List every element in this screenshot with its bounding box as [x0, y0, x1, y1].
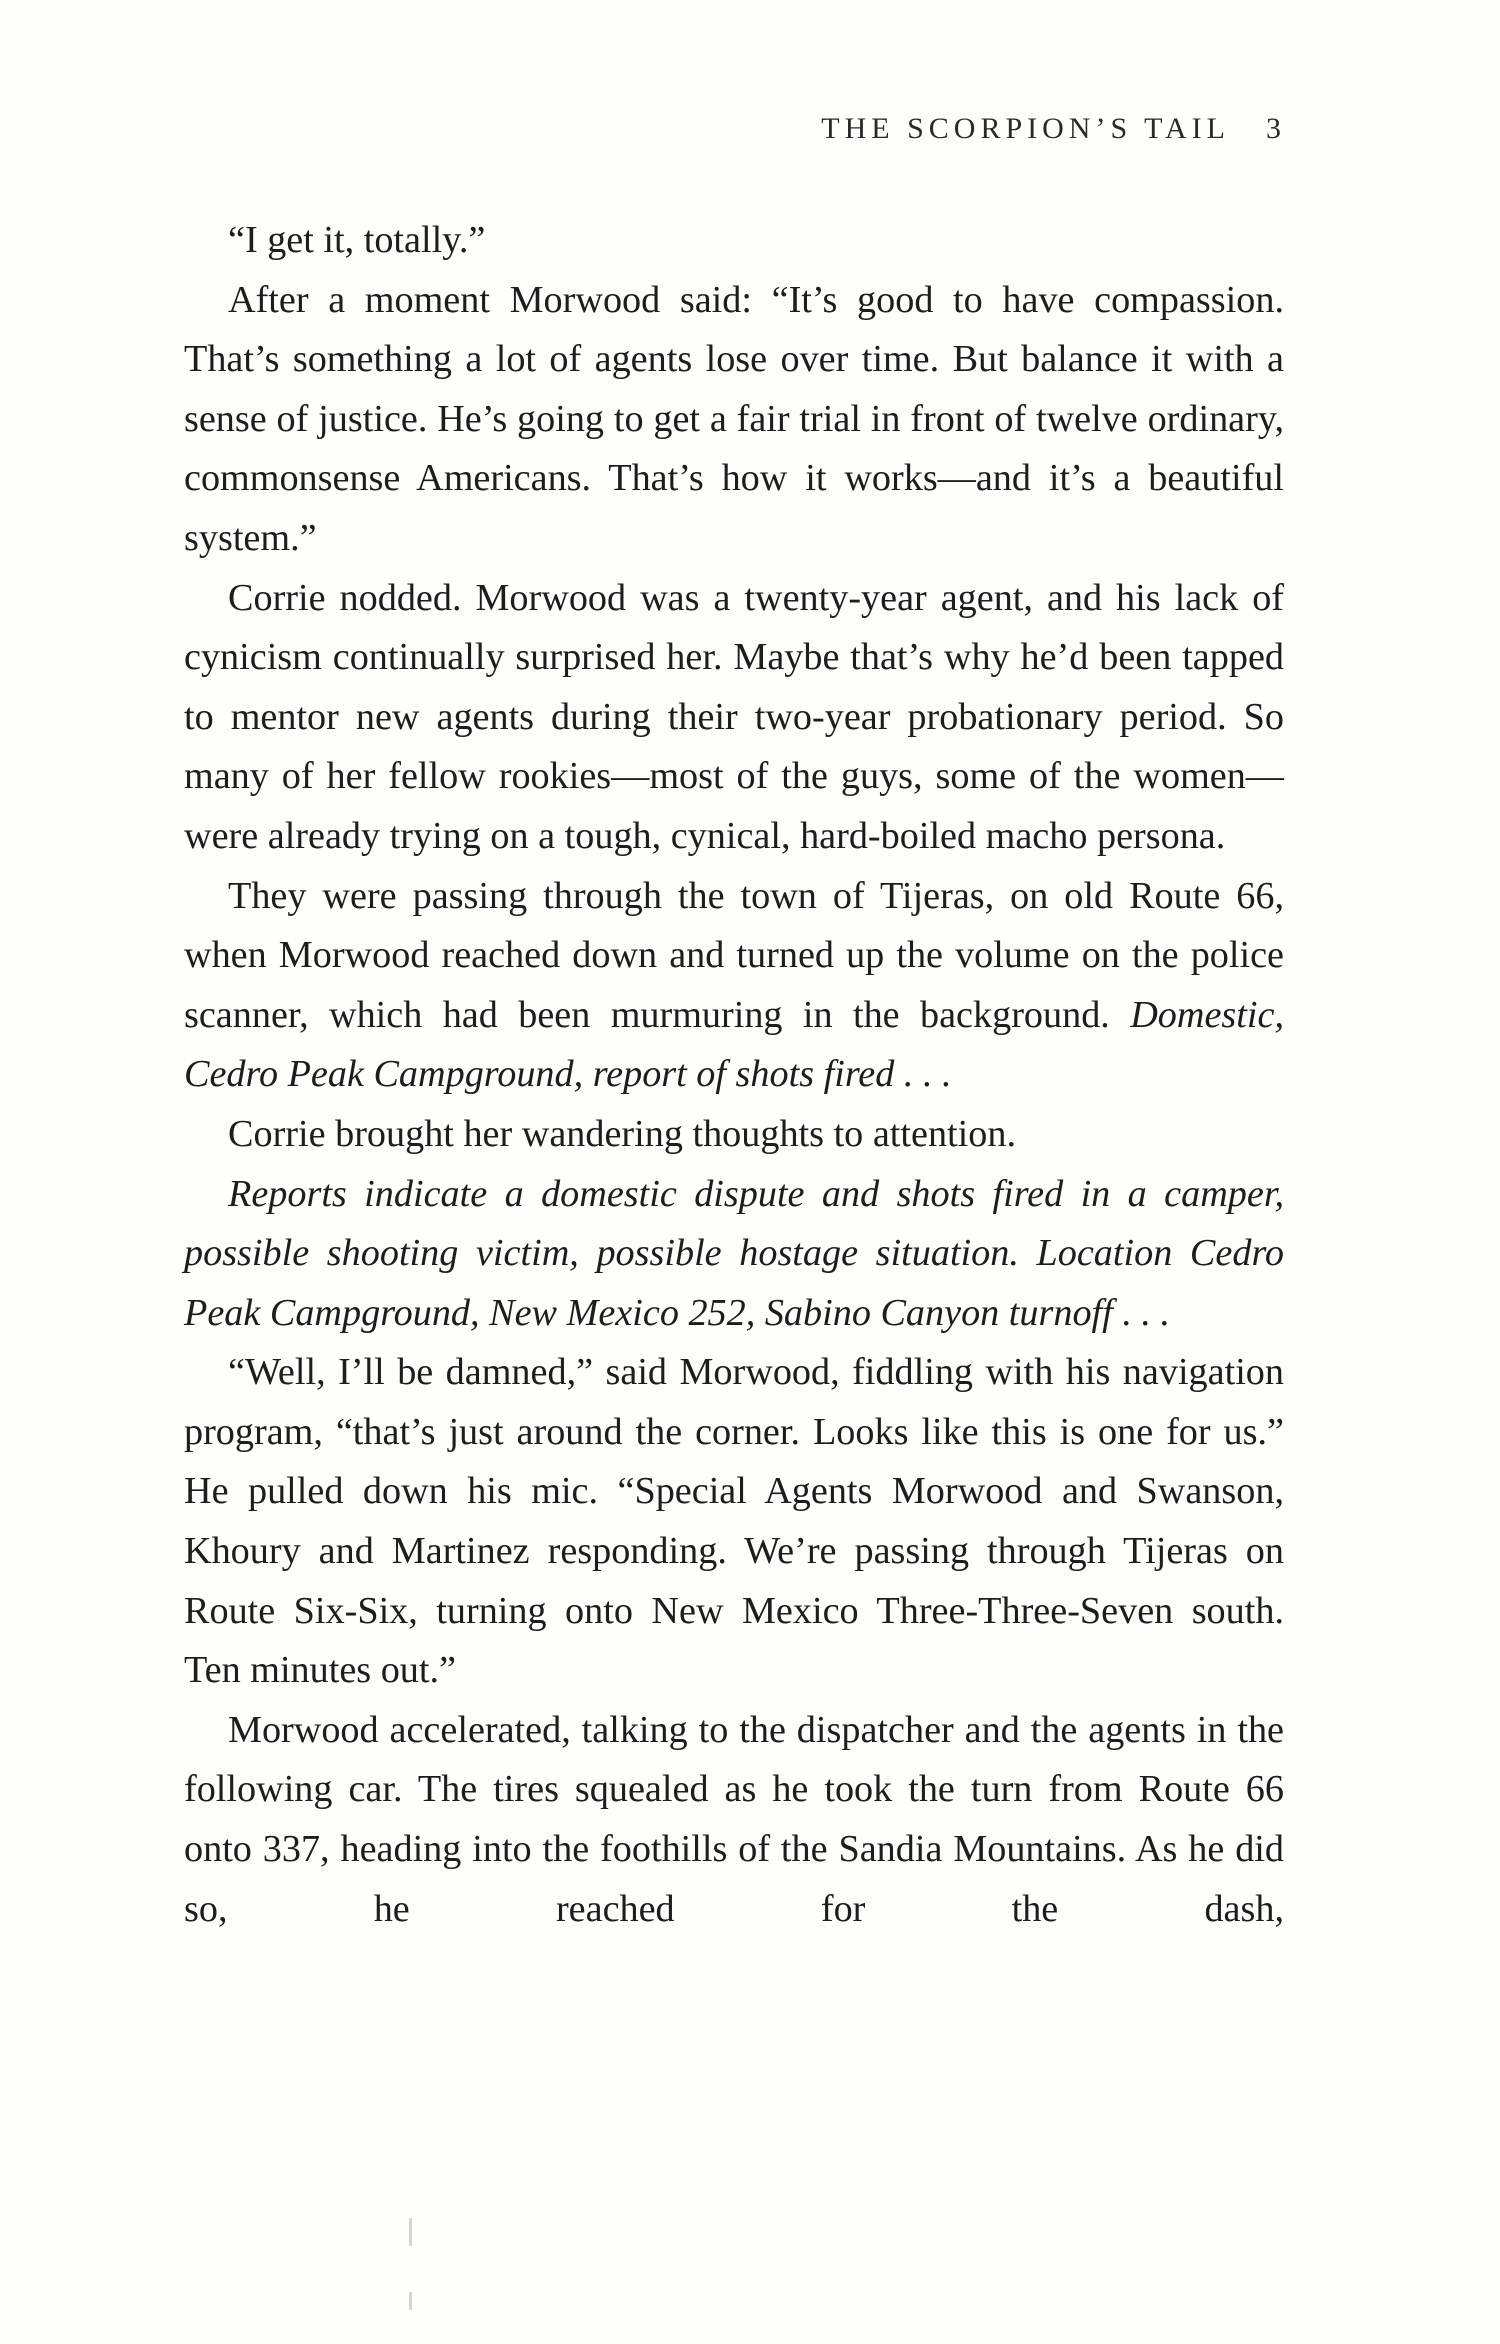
- running-title: THE SCORPION’S TAIL: [821, 112, 1230, 145]
- paragraph-1: “I get it, totally.”: [228, 219, 486, 261]
- paragraph-8: Morwood accelerated, talking to the dispatcher and the agents in the following car. The tires squealed as he took the turn from Route 66 onto 337, heading into the foothills of the Sandia Mountains. As he did so, he reached for the dash,: [184, 1708, 1284, 1930]
- paragraph-3: Corrie nodded. Morwood was a twenty-year agent, and his lack of cynicism continually surprised her. Maybe that’s why he’d been tapped to mentor new agents during their two-year probationary period. So many of her fellow rookies—most of the guys, some of the women—were already trying on a tough, cynical, hard-boiled macho persona.: [184, 576, 1284, 857]
- paragraph-6-italic: Reports indicate a domestic dispute and shots fired in a camper, possible shooting victim, possible hostage situation. Location Cedro Peak Campground, New Mexico 252, Sabino Canyon turnoff . . .: [184, 1172, 1284, 1334]
- paragraph-5: Corrie brought her wandering thoughts to attention.: [228, 1112, 1016, 1155]
- paragraph-4-text: They were passing through the town of Tijeras, on old Route 66, when Morwood reached down and turned up the volume on the police scanner, which had been murmuring in the background.: [184, 874, 1284, 1036]
- paragraph-7: “Well, I’ll be damned,” said Morwood, fiddling with his navigation program, “that’s just around the corner. Looks like this is one for us.” He pulled down his mic. “Special Agents Morwood and Swanson, Khoury and Martinez responding. We’re passing through Tijeras on Route Six-Six, turning onto New Mexico Three-Three-Seven south. Ten minutes out.”: [184, 1351, 1284, 1692]
- paragraph-4-italic-text: Domestic, Cedro Peak Campground, report of shots fired . . .: [184, 993, 1284, 1096]
- body-text: [184, 211, 1284, 1939]
- paragraph-4: [184, 867, 1284, 1105]
- scan-speck: [409, 2292, 412, 2310]
- scan-speck: [409, 2218, 412, 2246]
- paragraph-2: After a moment Morwood said: “It’s good to have compassion. That’s something a lot of agents lose over time. But balance it with a sense of justice. He’s going to get a fair trial in front of twelve ordinary, commonsense Americans. That’s how it works—and it’s a beautiful system.”: [184, 278, 1284, 559]
- running-head: [0, 112, 1281, 146]
- page-number: 3: [1266, 112, 1281, 145]
